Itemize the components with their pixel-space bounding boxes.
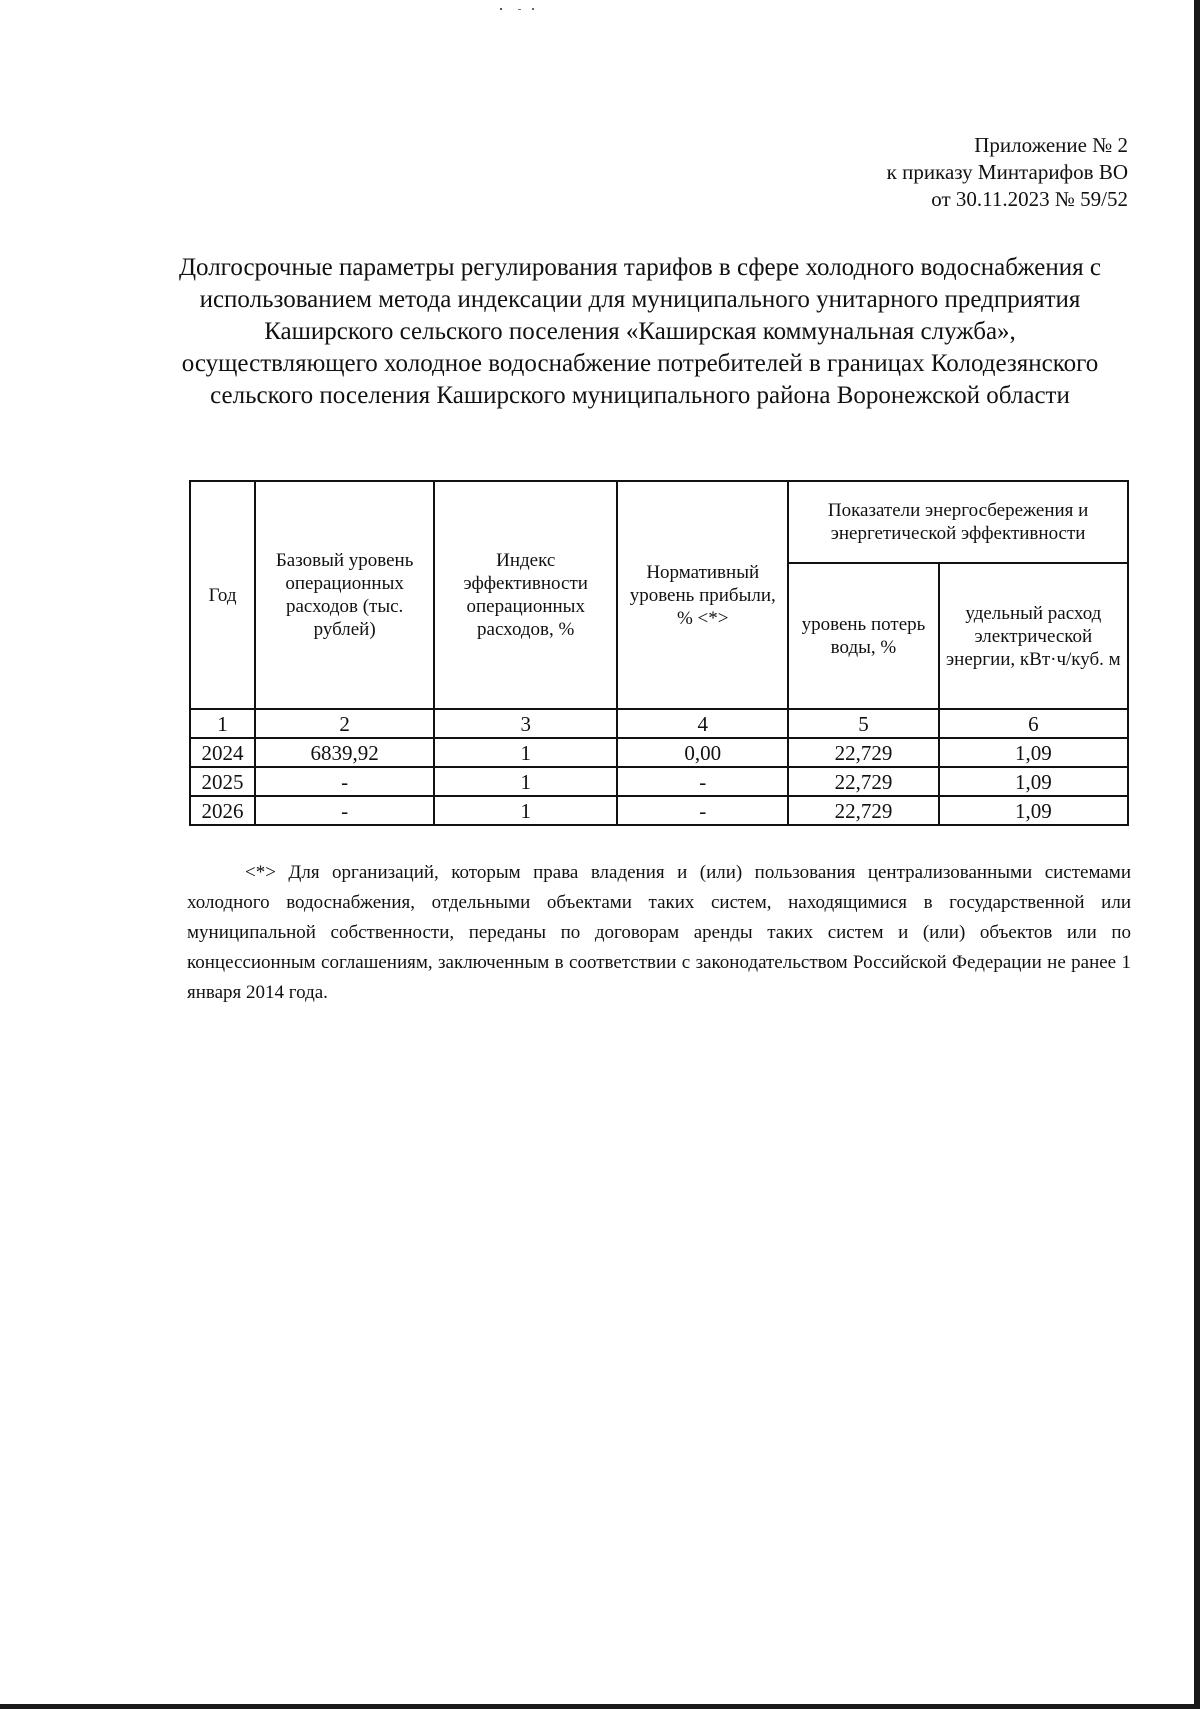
cell-base-level: 6839,92 [255, 738, 434, 767]
cell-energy-consumption: 1,09 [939, 767, 1128, 796]
cell-base-level: - [255, 796, 434, 825]
scan-edge-bottom [0, 1704, 1200, 1709]
cell-year: 2026 [190, 796, 255, 825]
scan-edge-right [1194, 0, 1200, 1709]
cell-year: 2025 [190, 767, 255, 796]
column-number: 3 [434, 709, 617, 738]
column-number: 2 [255, 709, 434, 738]
cell-water-loss: 22,729 [788, 767, 939, 796]
cell-energy-consumption: 1,09 [939, 796, 1128, 825]
cell-efficiency-index: 1 [434, 738, 617, 767]
appendix-order-date: от 30.11.2023 № 59/52 [931, 187, 1128, 211]
header-efficiency-index: Индекс эффективности операционных расходов, % [434, 481, 617, 709]
document-title: Долгосрочные параметры регулирования тарифов в сфере холодного водоснабжения с использованием метода индексации для муниципального унитарного предприятия Каширского сельского поселения «Каширская коммунальная служба», осуществляющего холодное водоснабжение потребителей в границах Колодезянского сельского поселения Каширского муниципального района Воронежской области [178, 254, 1102, 409]
appendix-number: Приложение № 2 [974, 133, 1128, 157]
appendix-header [887, 132, 1128, 213]
footnote: <*> Для организаций, которым права владения и (или) пользования централизованными системами холодного водоснабжения, отдельными объектами таких систем, находящимися в государственной или муниципальной собственности, переданы по договорам аренды таких систем и (или) объектов или по концессионным соглашениям, заключенным в соответствии с законодательством Российской Федерации не ранее 1 января 2014 года. [187, 862, 1131, 1003]
table-row [190, 796, 1128, 825]
cell-profit-level: - [617, 767, 788, 796]
parameters-table-wrapper [189, 480, 1129, 826]
table-header-row [190, 481, 1128, 563]
column-number: 5 [788, 709, 939, 738]
column-number: 1 [190, 709, 255, 738]
appendix-order-ref: к приказу Минтарифов ВО [886, 160, 1128, 184]
header-energy-consumption: удельный расход электрической энергии, кВт·ч/куб. м [939, 563, 1128, 709]
header-energy-group: Показатели энергосбережения и энергетической эффективности [788, 481, 1128, 563]
cell-efficiency-index: 1 [434, 767, 617, 796]
cell-year: 2024 [190, 738, 255, 767]
header-year: Год [190, 481, 255, 709]
cell-water-loss: 22,729 [788, 738, 939, 767]
parameters-table [189, 480, 1129, 826]
cell-profit-level: - [617, 796, 788, 825]
header-base-level: Базовый уровень операционных расходов (тыс. рублей) [255, 481, 434, 709]
header-water-loss: уровень потерь воды, % [788, 563, 939, 709]
cell-energy-consumption: 1,09 [939, 738, 1128, 767]
column-number: 6 [939, 709, 1128, 738]
column-number-row [190, 709, 1128, 738]
cell-profit-level: 0,00 [617, 738, 788, 767]
cell-water-loss: 22,729 [788, 796, 939, 825]
column-number: 4 [617, 709, 788, 738]
header-profit-level: Нормативный уровень прибыли, % <*> [617, 481, 788, 709]
cell-efficiency-index: 1 [434, 796, 617, 825]
table-row [190, 767, 1128, 796]
cell-base-level: - [255, 767, 434, 796]
scan-specks [470, 6, 560, 14]
table-row [190, 738, 1128, 767]
